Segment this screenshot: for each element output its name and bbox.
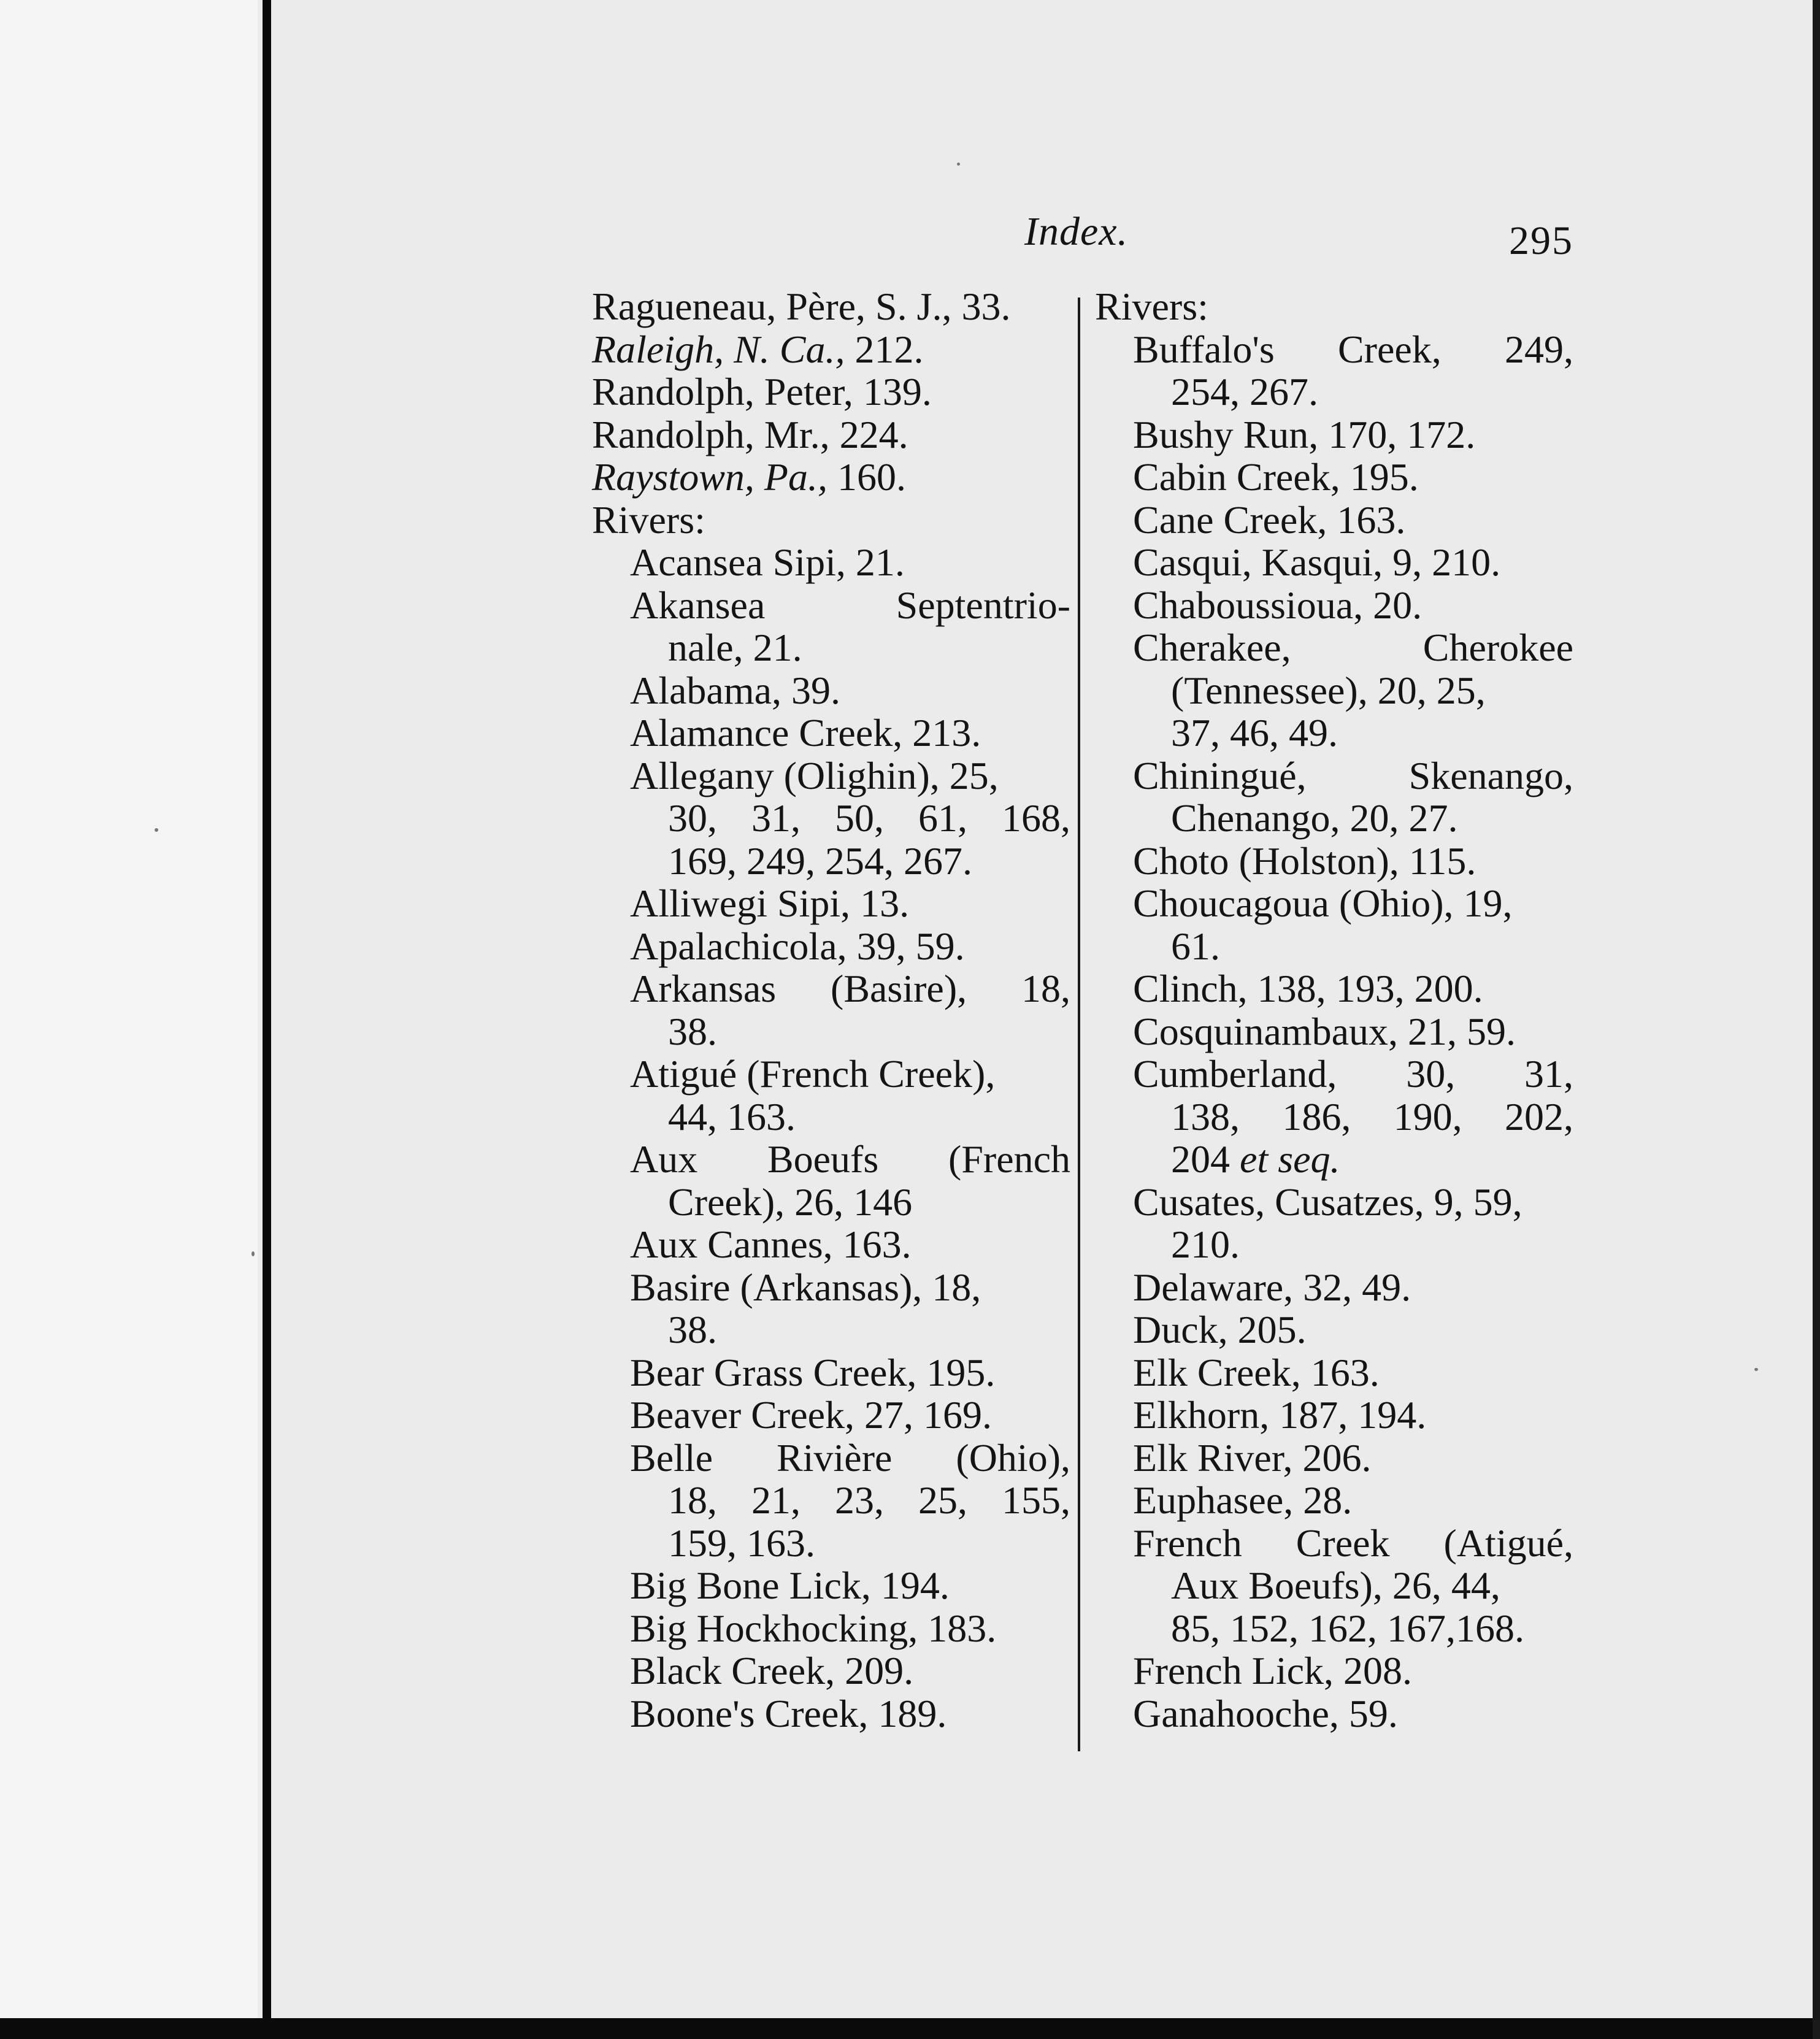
index-entry-text: Delaware, 32, 49. (1133, 1265, 1411, 1309)
index-entry-word: Creek, (1337, 327, 1442, 371)
index-entry-italic-tail: et seq. (1240, 1137, 1340, 1181)
index-entry (1095, 371, 1573, 413)
index-entry-word: 202, (1504, 1094, 1573, 1139)
index-entry-text: 169, 249, 254, 267. (668, 839, 972, 883)
index-entry (592, 1266, 1070, 1309)
index-entry-word: 30, (1406, 1052, 1456, 1096)
running-head: Index. (1024, 209, 1129, 254)
right-page-edge (1813, 0, 1820, 2039)
index-entry-word: 138, (1171, 1094, 1240, 1139)
index-entry-word: Akansea (630, 583, 766, 627)
index-entry-word: Belle (630, 1435, 713, 1480)
index-entry-word: 190, (1393, 1094, 1462, 1139)
index-entry (1095, 285, 1573, 328)
bottom-page-edge (0, 2018, 1820, 2039)
index-entry-text: Ganahooche, 59. (1133, 1691, 1398, 1735)
index-entry-text: Clinch, 138, 193, 200. (1133, 967, 1483, 1010)
index-entry-word: Boeufs (767, 1137, 879, 1181)
index-entry (592, 456, 1070, 499)
index-entry-text: Bushy Run, 170, 172. (1133, 412, 1476, 456)
index-entry-word: Arkansas (630, 967, 777, 1010)
index-entry-word: Rivière (777, 1435, 893, 1480)
index-entry (592, 797, 1070, 840)
index-entry-text: Cosquinambaux, 21, 59. (1133, 1009, 1516, 1053)
index-entry (1095, 626, 1573, 669)
index-entry (1095, 1479, 1573, 1522)
index-entry-word: 18, (1021, 967, 1070, 1010)
index-entry-word: 30, (668, 796, 717, 840)
index-entry (592, 328, 1070, 371)
index-entry (592, 1437, 1070, 1480)
index-entry-text: Aux Boeufs), 26, 44, (1171, 1564, 1500, 1607)
index-entry-text: Randolph, Peter, 139. (592, 370, 932, 413)
paper-speck (155, 828, 158, 832)
index-entry-text: Euphasee, 28. (1133, 1478, 1353, 1522)
index-entry-text: Alamance Creek, 213. (630, 711, 981, 755)
index-entry-text: Rivers: (1095, 285, 1208, 328)
index-entry-text: 254, 267. (1171, 370, 1318, 413)
index-entry (1095, 797, 1573, 840)
index-entry-word: Cumberland, (1133, 1052, 1337, 1096)
index-entry (592, 1394, 1070, 1437)
index-entry-text: Boone's Creek, 189. (630, 1691, 947, 1735)
index-entry-text: 204 (1171, 1137, 1240, 1181)
index-entry-text: Casqui, Kasqui, 9, 210. (1133, 540, 1501, 584)
index-entry-text: 159, 163. (668, 1521, 815, 1565)
index-entry (592, 925, 1070, 968)
index-entry (592, 840, 1070, 883)
index-entry-text: Creek), 26, 146 (668, 1180, 913, 1224)
index-entry-text: 212. (845, 327, 924, 371)
index-entry-word: Cherakee, (1133, 626, 1291, 669)
index-entry-text: Elk Creek, 163. (1133, 1350, 1380, 1394)
index-entry-word: Aux (630, 1137, 698, 1181)
index-entry-text: 160. (827, 455, 906, 499)
index-entry (1095, 1053, 1573, 1096)
index-entry (1095, 1522, 1573, 1565)
index-entry-text: Cane Creek, 163. (1133, 497, 1406, 542)
index-entry-text: Elkhorn, 187, 194. (1133, 1393, 1427, 1437)
index-entry-word: 186, (1282, 1094, 1351, 1139)
index-entry (1095, 1266, 1573, 1309)
index-entry-text: Chaboussioua, 20. (1133, 583, 1423, 627)
index-entry-text: Choto (Holston), 115. (1133, 839, 1476, 883)
index-entry-text: Duck, 205. (1133, 1308, 1307, 1351)
index-entry-text: Bear Grass Creek, 195. (630, 1350, 996, 1394)
index-entry (592, 1223, 1070, 1266)
index-entry (1095, 755, 1573, 797)
index-entry-text: Randolph, Mr., 224. (592, 412, 908, 456)
index-entry (592, 669, 1070, 712)
index-entry (592, 755, 1070, 797)
index-entry-word: 155, (1002, 1478, 1070, 1522)
index-entry (592, 882, 1070, 925)
index-entry-text: 38. (668, 1009, 717, 1053)
index-entry (592, 626, 1070, 669)
spine-shadow (263, 0, 271, 2039)
index-entry-text: Chenango, 20, 27. (1171, 796, 1458, 840)
column-divider (1078, 298, 1080, 1751)
index-entry-text: Big Bone Lick, 194. (630, 1564, 950, 1607)
index-entry (1095, 499, 1573, 542)
index-entry-text: Acansea Sipi, 21. (630, 540, 905, 584)
index-entry-text: Atigué (French Creek), (630, 1052, 996, 1096)
index-entry (592, 499, 1070, 542)
index-entry (592, 1053, 1070, 1096)
index-entry (1095, 840, 1573, 883)
index-entry (592, 413, 1070, 456)
index-entry (1095, 541, 1573, 584)
index-entry (1095, 882, 1573, 925)
index-entry (592, 1308, 1070, 1351)
index-entry-word: 168, (1002, 796, 1070, 840)
index-entry-word: (French (948, 1137, 1070, 1181)
index-entry (592, 1607, 1070, 1650)
index-entry-text: Alabama, 39. (630, 668, 840, 712)
index-entry-word: 61, (918, 796, 967, 840)
index-entry (592, 1522, 1070, 1565)
index-entry-text: Apalachicola, 39, 59. (630, 924, 965, 968)
index-entry (592, 1479, 1070, 1522)
index-entry-text: Rivers: (592, 497, 705, 542)
index-entry (1095, 669, 1573, 712)
index-entry-word: 18, (668, 1478, 717, 1522)
index-entry-text: Big Hockhocking, 183. (630, 1606, 997, 1650)
index-entry (592, 1692, 1070, 1735)
index-entry (1095, 1692, 1573, 1735)
index-entry (1095, 1394, 1573, 1437)
index-entry-word: Chiningué, (1133, 753, 1307, 797)
index-entry (1095, 967, 1573, 1010)
index-entry (1095, 712, 1573, 755)
index-entry-word: Creek (1296, 1521, 1390, 1565)
index-entry-text: 37, 46, 49. (1171, 711, 1338, 755)
index-entry-word: Skenango, (1408, 753, 1573, 797)
index-entry (592, 371, 1070, 413)
place-name: Raleigh, N. Ca., (592, 327, 845, 371)
index-entry (1095, 1010, 1573, 1053)
index-entry-word: Buffalo's (1133, 327, 1275, 371)
index-entry (1095, 1607, 1573, 1650)
index-entry-text: 61. (1171, 924, 1220, 968)
index-entry (592, 285, 1070, 328)
index-entry (1095, 1138, 1573, 1181)
index-entry (1095, 456, 1573, 499)
index-entry-text: nale, 21. (668, 626, 802, 669)
index-entry (592, 1649, 1070, 1692)
index-entry (1095, 1308, 1573, 1351)
index-entry-word: 249, (1505, 327, 1573, 371)
index-entry-word: 21, (751, 1478, 801, 1522)
place-name: Raystown, Pa., (592, 455, 827, 499)
index-entry-word: 31, (1524, 1052, 1573, 1096)
index-entry (1095, 1351, 1573, 1394)
index-entry (1095, 1437, 1573, 1480)
index-entry-word: (Basire), (831, 967, 967, 1010)
index-entry (592, 712, 1070, 755)
index-entry-text: Ragueneau, Père, S. J., 33. (592, 285, 1011, 328)
index-entry-text: 38. (668, 1308, 717, 1351)
index-entry (592, 1181, 1070, 1224)
index-entry-text: Cabin Creek, 195. (1133, 455, 1419, 499)
index-entry-text: Alliwegi Sipi, 13. (630, 881, 910, 925)
index-entry-word: 23, (835, 1478, 884, 1522)
index-entry-word: French (1133, 1521, 1242, 1565)
index-entry-text: Black Creek, 209. (630, 1649, 914, 1692)
index-entry-text: Cusates, Cusatzes, 9, 59, (1133, 1180, 1522, 1224)
index-entry (1095, 1181, 1573, 1224)
index-entry (592, 1564, 1070, 1607)
index-entry-word: 25, (918, 1478, 967, 1522)
index-entry-word: 50, (835, 796, 884, 840)
index-entry-text: French Lick, 208. (1133, 1649, 1412, 1692)
index-entry-text: Allegany (Olighin), 25, (630, 753, 999, 797)
index-entry-text: Choucagoua (Ohio), 19, (1133, 881, 1513, 925)
index-entry (592, 967, 1070, 1010)
paper-speck (957, 163, 960, 166)
index-entry-text: 85, 152, 162, 167,168. (1171, 1606, 1524, 1650)
index-column-left (592, 285, 1070, 1735)
index-entry-text: 44, 163. (668, 1094, 796, 1139)
index-entry (592, 541, 1070, 584)
index-column-right (1095, 285, 1573, 1735)
index-entry (1095, 1223, 1573, 1266)
facing-page-margin (0, 0, 258, 2039)
index-entry-text: Beaver Creek, 27, 169. (630, 1393, 993, 1437)
paper-speck (251, 1251, 255, 1256)
index-entry-word: (Atigué, (1443, 1521, 1573, 1565)
index-entry (592, 1351, 1070, 1394)
index-entry (1095, 413, 1573, 456)
index-entry (1095, 1649, 1573, 1692)
index-entry (592, 584, 1070, 627)
paper-speck (1754, 1368, 1758, 1371)
index-entry-text: Basire (Arkansas), 18, (630, 1265, 981, 1309)
index-entry (1095, 925, 1573, 968)
index-entry (592, 1138, 1070, 1181)
index-entry (592, 1010, 1070, 1053)
index-entry (1095, 1564, 1573, 1607)
index-entry (1095, 584, 1573, 627)
index-entry (1095, 1096, 1573, 1139)
index-entry (1095, 328, 1573, 371)
index-entry-text: Elk River, 206. (1133, 1435, 1372, 1480)
index-entry-word: 31, (751, 796, 801, 840)
index-entry-text: Aux Cannes, 163. (630, 1223, 912, 1266)
index-entry-word: Cherokee (1423, 626, 1573, 669)
index-entry-text: 210. (1171, 1223, 1240, 1266)
index-entry-word: Septentrio- (896, 583, 1070, 627)
index-entry-text: (Tennessee), 20, 25, (1171, 668, 1486, 712)
index-entry (592, 1096, 1070, 1139)
page-number: 295 (1509, 218, 1573, 263)
index-entry-word: (Ohio), (956, 1435, 1070, 1480)
